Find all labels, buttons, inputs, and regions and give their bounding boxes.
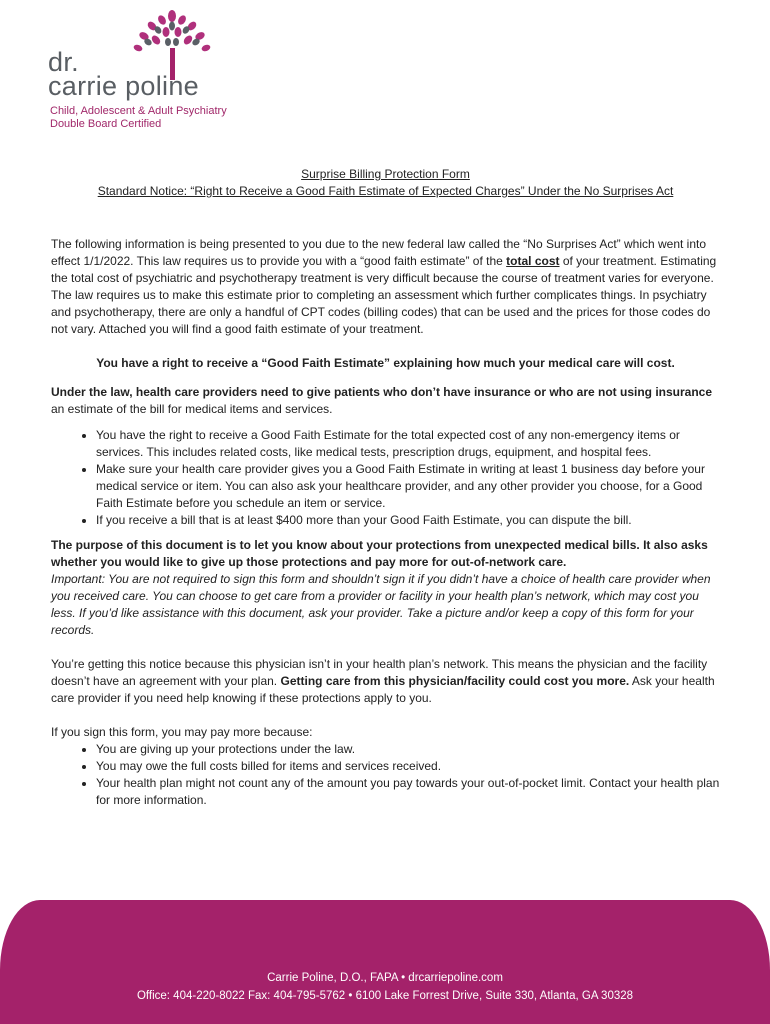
physician-text-1: You’re getting this notice because this physician isn’t in your health plan’s network. This means the physician and the facility doesn’t have an agreement with your plan. bbox=[51, 657, 708, 688]
brand-tagline-certification: Double Board Certified bbox=[50, 118, 162, 130]
list-item: • You are giving up your protections under the law. bbox=[96, 741, 720, 758]
footer-address-line: Office: 404-220-8022 Fax: 404-795-5762 • 6100 Lake Forrest Drive, Suite 330, Atlanta, GA 30328 bbox=[136, 990, 634, 1002]
physician-bold: Getting care from this physician/facility could cost you more. bbox=[280, 674, 630, 688]
intro-paragraph bbox=[51, 236, 720, 338]
practice-logo bbox=[48, 10, 248, 132]
intro-text-2: of your treatment. Estimating the total cost of psychiatric and psychotherapy treatment is very difficult because the course of treatment varies for everyone. The law requires us to make this estimate prior to completing an assessment which further complicates things. In psychiatry and psychotherapy, there are only a handful of CPT codes (billing codes) that can be used and the prices for those codes do not vary. Attached you will find a good faith estimate of your treatment. bbox=[51, 254, 717, 336]
form-subtitle: Standard Notice: “Right to Receive a Good Faith Estimate of Expected Charges” Under the No Surprises Act bbox=[97, 184, 674, 198]
purpose-bold: The purpose of this document is to let you know about your protections from unexpected medical bills. It also asks whether you would like to give up those protections and pay more for out-of-network care. bbox=[51, 538, 708, 569]
intro-total-cost: total cost bbox=[506, 254, 560, 268]
list-item: • Make sure your health care provider gives you a Good Faith Estimate in writing at least 1 business day before your medical service or item. You can also ask your healthcare provider, and any other provider you choose, for a Good Faith Estimate before you schedule an item or service. bbox=[96, 461, 720, 512]
footer-contact-line: Carrie Poline, D.O., FAPA • drcarriepoline.com bbox=[267, 972, 503, 984]
form-title: Surprise Billing Protection Form bbox=[301, 167, 470, 181]
list-item: • You may owe the full costs billed for items and services received. bbox=[96, 758, 720, 775]
footer-band bbox=[0, 900, 770, 1024]
physician-text-2: Ask your health care provider if you need help knowing if these protections apply to you. bbox=[51, 674, 715, 705]
document-body bbox=[51, 166, 720, 809]
physician-paragraph bbox=[51, 656, 720, 707]
tree-of-leaves-icon bbox=[128, 10, 218, 80]
purpose-paragraph bbox=[51, 537, 720, 639]
if-sign-lead: If you sign this form, you may pay more because: bbox=[51, 725, 313, 739]
intro-text-1: The following information is being presented to you due to the new federal law called the “No Surprises Act” which went into effect 1/1/2022. This law requires us to provide you with a “good faith estimate” of the bbox=[51, 237, 707, 268]
rights-list bbox=[51, 427, 720, 529]
list-item: • Your health plan might not count any of the amount you pay towards your out-of-pocket limit. Contact your health plan for more information. bbox=[96, 775, 720, 809]
brand-dr: dr. bbox=[48, 47, 79, 77]
brand-name: carrie poline bbox=[48, 71, 199, 101]
right-heading: You have a right to receive a “Good Faith Estimate” explaining how much your medical care will cost. bbox=[96, 356, 675, 370]
important-note: Important: You are not required to sign this form and shouldn’t sign it if you didn’t have a choice of health care provider when you received care. You can choose to get care from a provider or facility in your health plan’s network, which may cost you less. If you’d like assistance with this document, ask your provider. Take a picture and/or keep a copy of this form for your records. bbox=[51, 572, 711, 637]
law-paragraph bbox=[51, 384, 720, 418]
brand-tagline-specialty: Child, Adolescent & Adult Psychiatry bbox=[50, 105, 227, 117]
list-item: • If you receive a bill that is at least $400 more than your Good Faith Estimate, you can dispute the bill. bbox=[96, 512, 720, 529]
law-bold: Under the law, health care providers need to give patients who don’t have insurance or who are not using insurance bbox=[51, 385, 713, 399]
law-rest: an estimate of the bill for medical items and services. bbox=[51, 402, 333, 416]
if-sign-list bbox=[51, 741, 720, 809]
list-item: • You have the right to receive a Good Faith Estimate for the total expected cost of any non-emergency items or services. This includes related costs, like medical tests, prescription drugs, equipment, and hospital fees. bbox=[96, 427, 720, 461]
